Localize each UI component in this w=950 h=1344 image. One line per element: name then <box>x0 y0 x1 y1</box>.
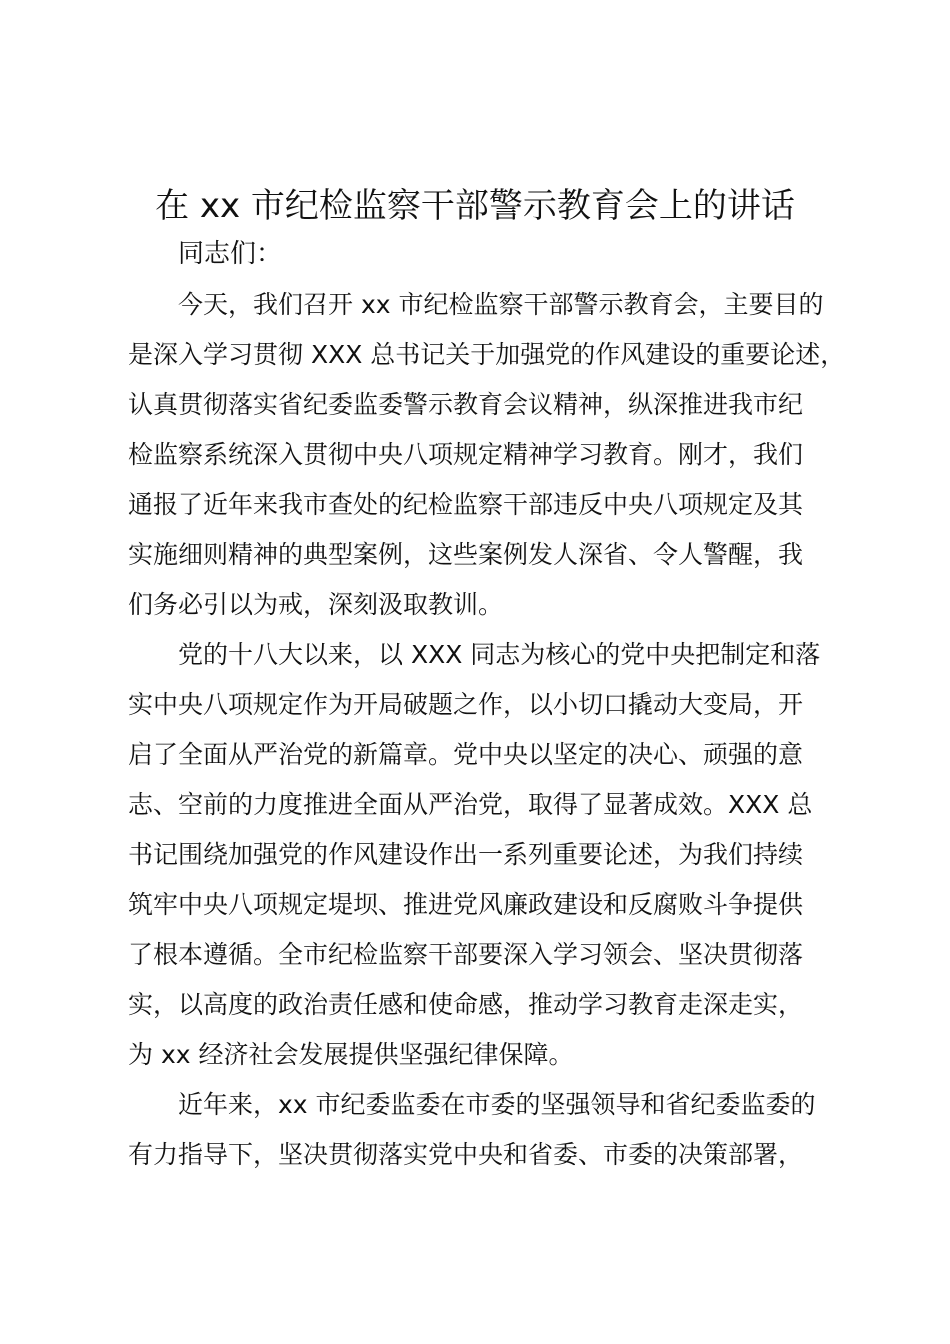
paragraph-line: 了根本遵循。全市纪检监察干部要深入学习领会、坚决贯彻落 <box>128 940 804 969</box>
paragraph-line: 党的十八大以来，以 XXX 同志为核心的党中央把制定和落 <box>128 640 821 669</box>
paragraph-line: 书记围绕加强党的作风建设作出一系列重要论述，为我们持续 <box>128 840 804 869</box>
paragraph-line: 今天，我们召开 xx 市纪检监察干部警示教育会，主要目的 <box>128 290 824 319</box>
paragraph-1 <box>128 284 846 634</box>
paragraph-line: 有力指导下，坚决贯彻落实党中央和省委、市委的决策部署， <box>128 1140 804 1169</box>
salutation: 同志们： <box>178 239 283 269</box>
paragraph-line: 们务必引以为戒，深刻汲取教训。 <box>128 590 504 619</box>
paragraph-line: 实施细则精神的典型案例，这些案例发人深省、令人警醒，我 <box>128 540 804 569</box>
paragraph-line: 认真贯彻落实省纪委监委警示教育会议精神，纵深推进我市纪 <box>128 390 804 419</box>
paragraph-line: 通报了近年来我市查处的纪检监察干部违反中央八项规定及其 <box>128 490 804 519</box>
paragraph-line: 实中央八项规定作为开局破题之作，以小切口撬动大变局，开 <box>128 690 804 719</box>
document-body <box>128 284 846 1184</box>
paragraph-line: 是深入学习贯彻 XXX 总书记关于加强党的作风建设的重要论述， <box>128 340 846 369</box>
paragraph-line: 启了全面从严治党的新篇章。党中央以坚定的决心、顽强的意 <box>128 740 804 769</box>
paragraph-line: 志、空前的力度推进全面从严治党，取得了显著成效。XXX 总 <box>128 790 813 819</box>
paragraph-3 <box>128 1084 833 1184</box>
paragraph-line: 检监察系统深入贯彻中央八项规定精神学习教育。刚才，我们 <box>128 440 804 469</box>
paragraph-line: 实，以高度的政治责任感和使命感，推动学习教育走深走实， <box>128 990 804 1019</box>
paragraph-line: 筑牢中央八项规定堤坝、推进党风廉政建设和反腐败斗争提供 <box>128 890 804 919</box>
paragraph-2 <box>128 634 833 1084</box>
document-title: 在 xx 市纪检监察干部警示教育会上的讲话 <box>155 186 795 226</box>
paragraph-line: 近年来，xx 市纪委监委在市委的坚强领导和省纪委监委的 <box>128 1090 816 1119</box>
paragraph-line: 为 xx 经济社会发展提供坚强纪律保障。 <box>128 1040 574 1069</box>
